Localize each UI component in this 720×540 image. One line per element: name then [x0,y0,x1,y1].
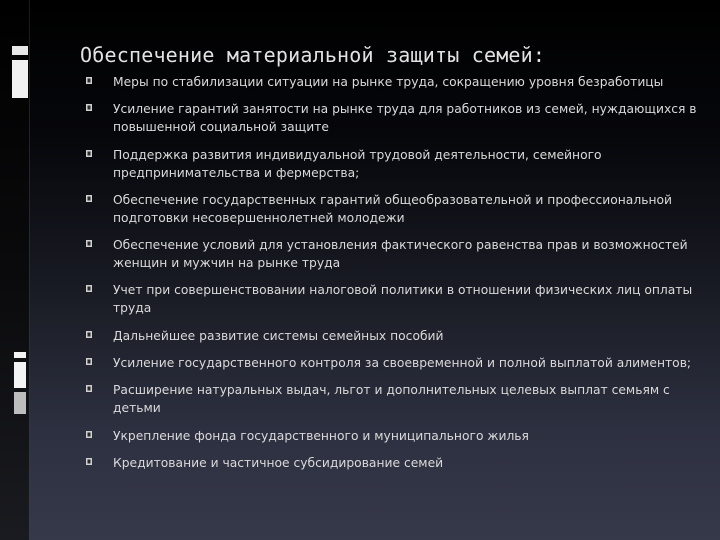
list-item-text: Учет при совершенствовании налоговой политики в отношении физических лиц оплаты труда [113,283,693,316]
square-bullet-icon [86,104,92,111]
square-bullet-icon [86,385,92,392]
list-item [86,146,698,182]
square-bullet-icon [86,331,92,338]
decorative-block [14,362,26,388]
list-item [86,281,698,317]
list-item-text: Расширение натуральных выдач, льгот и дополнительных целевых выплат семьям с детьми [113,383,670,416]
decorative-block [14,352,26,358]
bottom-decorative-blocks [14,352,26,412]
list-item [86,327,698,345]
frame-divider-line [29,0,30,540]
decorative-block [14,392,26,414]
list-item [86,236,698,272]
list-item [86,354,698,372]
list-item-text: Обеспечение условий для установления фактического равенства прав и возможностей женщин и мужчин на рынке труда [113,238,688,271]
square-bullet-icon [86,285,92,292]
list-item-text: Кредитование и частичное субсидирование семей [113,455,444,470]
square-bullet-icon [86,77,92,84]
list-item [86,381,698,417]
square-bullet-icon [86,150,92,157]
bullet-list [86,73,698,481]
list-item-text: Поддержка развития индивидуальной трудовой деятельности, семейного предпринимательства и фермерства; [113,147,602,180]
slide-title: Обеспечение материальной защиты семей: [80,43,546,67]
list-item-text: Усиление государственного контроля за своевременной и полной выплатой алиментов; [113,356,692,371]
list-item-text: Укрепление фонда государственного и муниципального жилья [113,428,529,443]
square-bullet-icon [86,431,92,438]
decorative-block [12,60,28,98]
decorative-block [12,46,28,55]
list-item [86,427,698,445]
list-item-text: Усиление гарантий занятости на рынке труда для работников из семей, нуждающихся в повышенной социальной защите [113,102,697,135]
list-item [86,100,698,136]
list-item [86,454,698,472]
top-decorative-blocks [12,46,28,101]
list-item-text: Обеспечение государственных гарантий общеобразовательной и профессиональной подготовки несовершеннолетней молодежи [113,192,673,225]
list-item-text: Дальнейшее развитие системы семейных пособий [113,328,444,343]
square-bullet-icon [86,458,92,465]
list-item-text: Меры по стабилизации ситуации на рынке труда, сокращению уровня безработицы [113,75,664,89]
list-item [86,73,698,91]
square-bullet-icon [86,358,92,365]
square-bullet-icon [86,195,92,202]
list-item [86,191,698,227]
square-bullet-icon [86,240,92,247]
